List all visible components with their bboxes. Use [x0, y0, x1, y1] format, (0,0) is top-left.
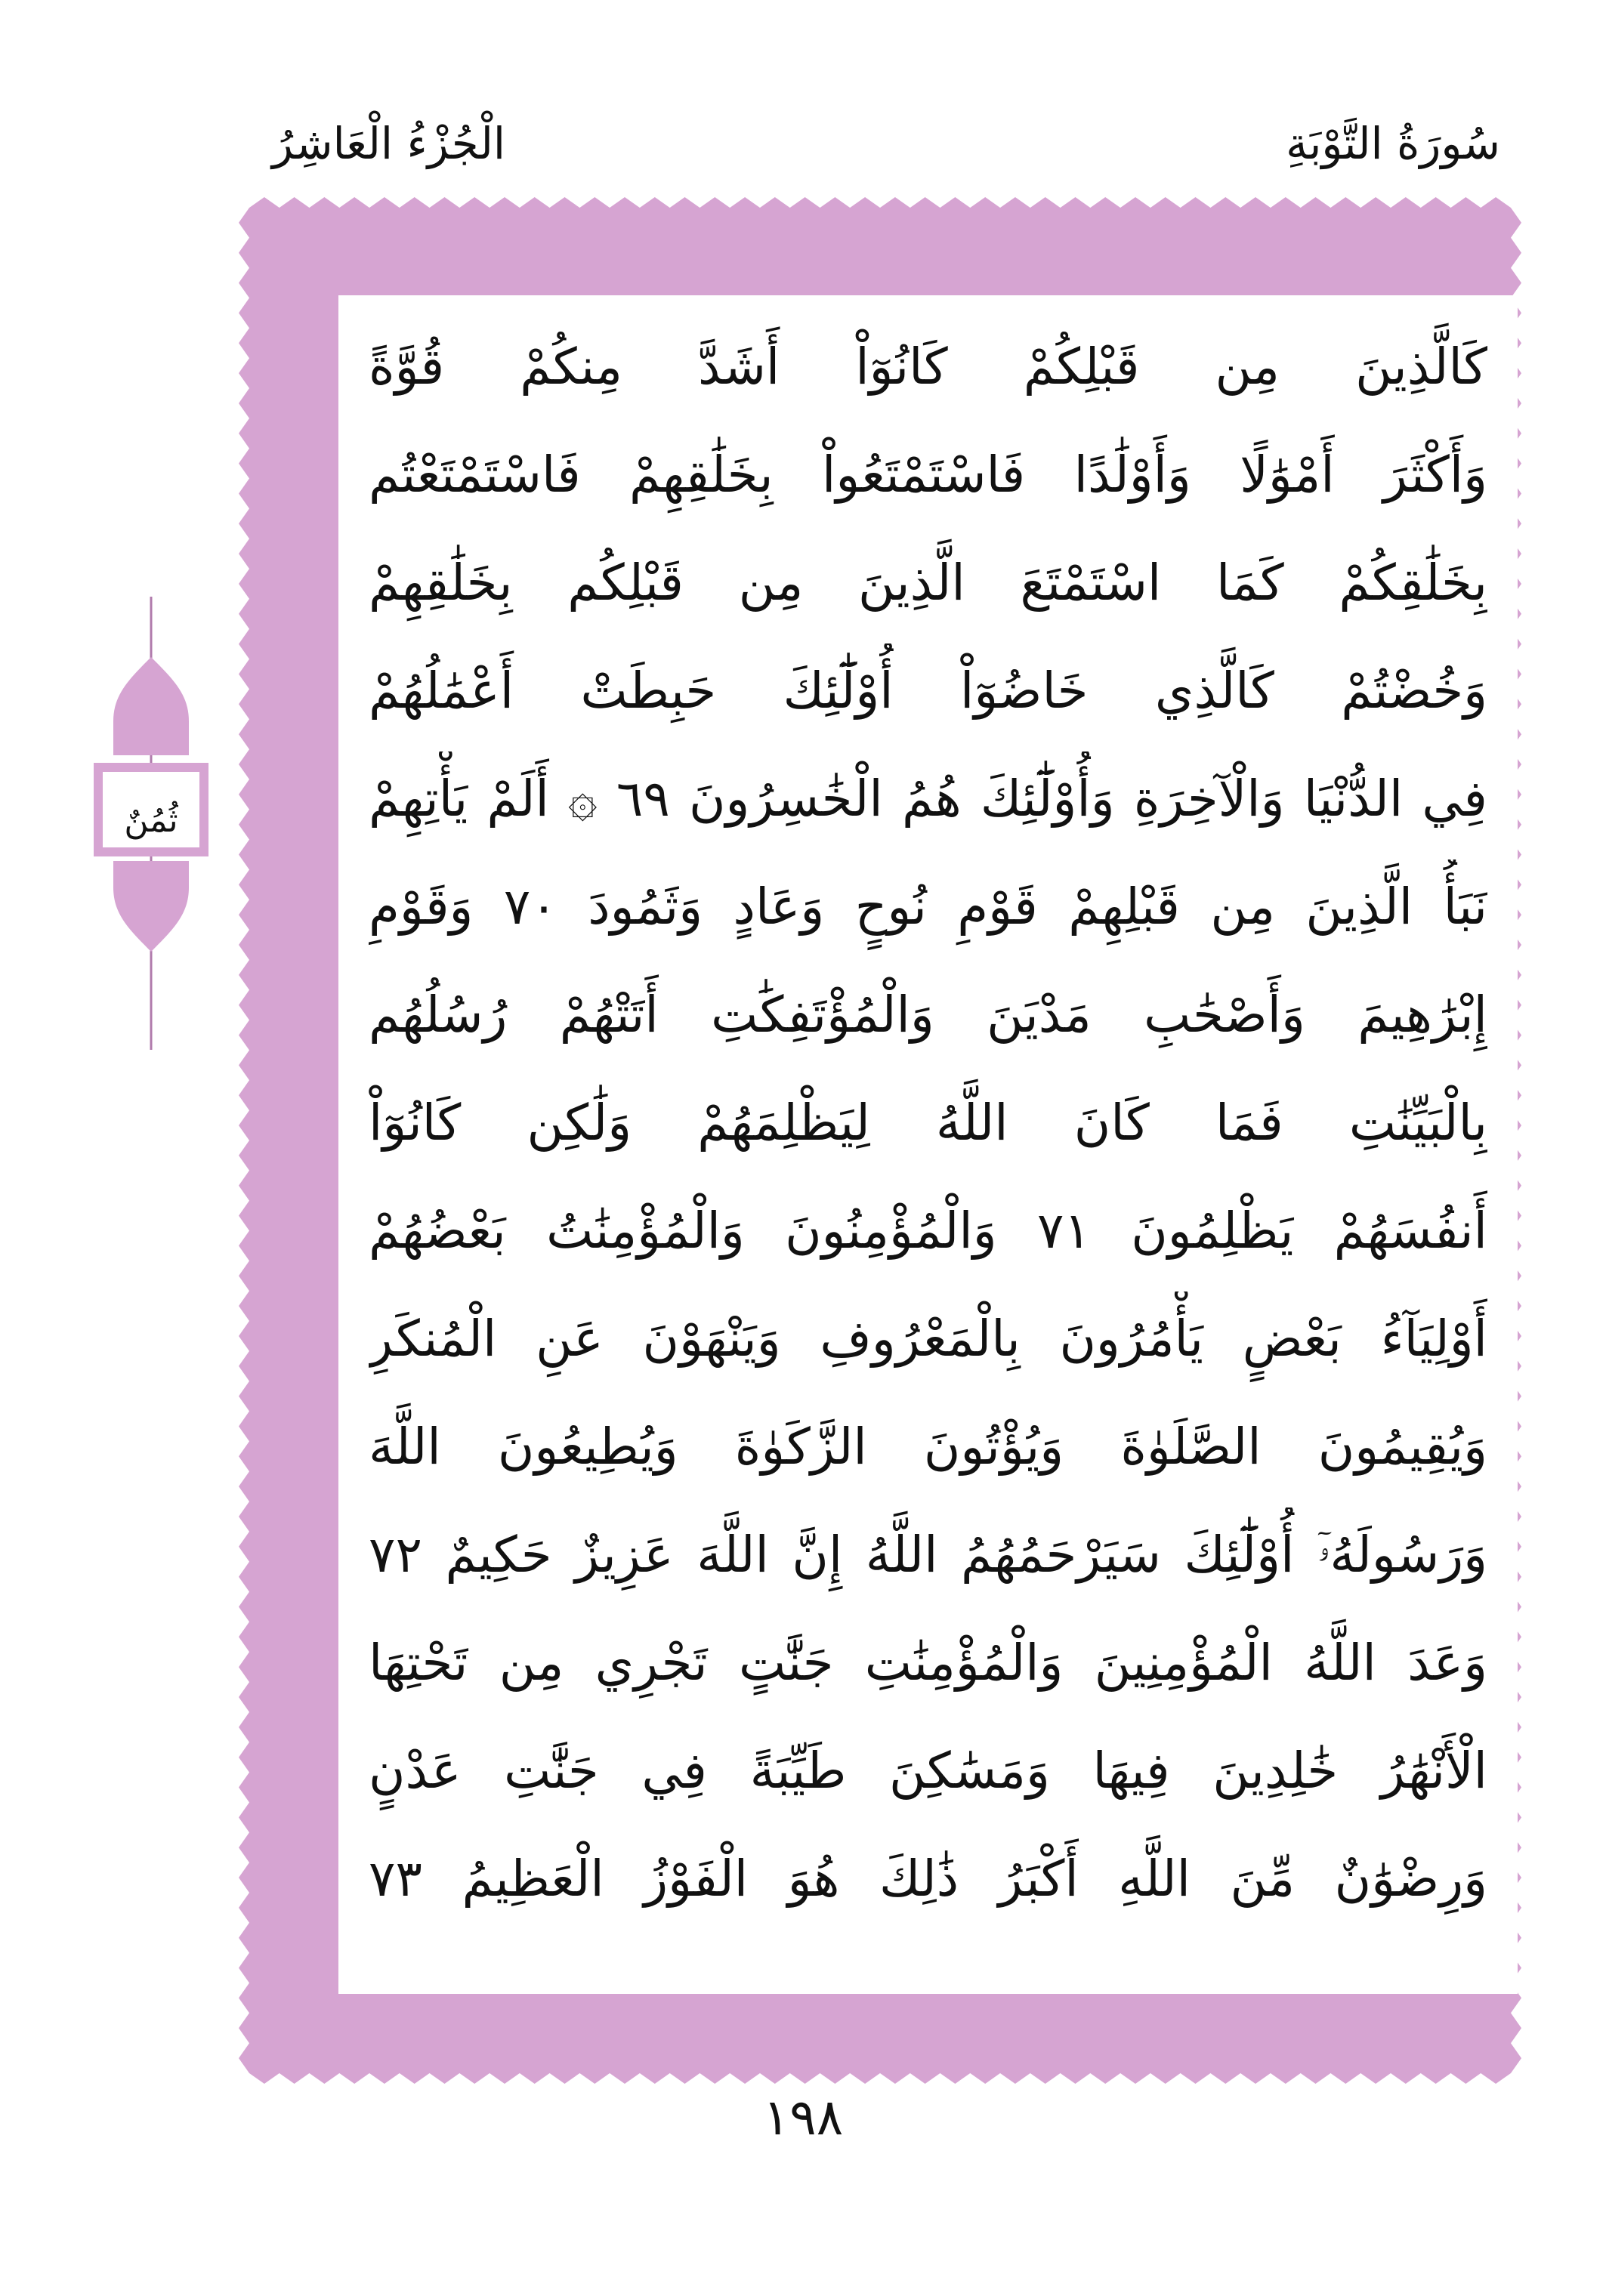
text-line-12: وَرَسُولَهُۥٓ أُوْلَٰٓئِكَ سَيَرْحَمُهُمُ اللَّهُ إِنَّ اللَّهَ عَزِيزٌ حَكِيمٌ ٧٢ — [369, 1526, 1487, 1584]
text-line-10: أَوْلِيَآءُ بَعْضٍ يَأْمُرُونَ بِالْمَعْرُوفِ وَيَنْهَوْنَ عَنِ الْمُنكَرِ — [369, 1310, 1487, 1368]
text-line-3: بِخَلَٰقِكُمْ كَمَا اسْتَمْتَعَ الَّذِينَ مِن قَبْلِكُم بِخَلَٰقِهِمْ — [369, 554, 1487, 612]
surah-name: سُورَةُ التَّوْبَةِ — [1286, 118, 1500, 169]
text-line-8: بِالْبَيِّنَٰتِ فَمَا كَانَ اللَّهُ لِيَظْلِمَهُمْ وَلَٰكِن كَانُوٓاْ — [369, 1094, 1487, 1152]
text-line-7: إِبْرَٰهِيمَ وَأَصْحَٰبِ مَدْيَنَ وَالْمُؤْتَفِكَٰتِ أَتَتْهُمْ رُسُلُهُم — [369, 986, 1487, 1044]
juz-name: الْجُزْءُ الْعَاشِرُ — [272, 118, 505, 169]
quran-text-panel — [338, 295, 1518, 1994]
text-line-14: الْأَنْهَٰرُ خَٰلِدِينَ فِيهَا وَمَسَٰكِنَ طَيِّبَةً فِي جَنَّٰتِ عَدْنٍ — [369, 1742, 1487, 1800]
text-line-13: وَعَدَ اللَّهُ الْمُؤْمِنِينَ وَالْمُؤْمِنَٰتِ جَنَّٰتٍ تَجْرِي مِن تَحْتِهَا — [369, 1634, 1487, 1692]
text-line-11: وَيُقِيمُونَ الصَّلَوٰةَ وَيُؤْتُونَ الزَّكَوٰةَ وَيُطِيعُونَ اللَّهَ — [369, 1418, 1487, 1476]
text-line-4: وَخُضْتُمْ كَالَّذِي خَاضُوٓاْ أُوْلَٰٓئِكَ حَبِطَتْ أَعْمَٰلُهُمْ — [369, 662, 1487, 720]
thumn-marker-label: ثُمُنٌ — [124, 801, 178, 840]
page-number: ١٩٨ — [762, 2088, 844, 2146]
text-line-2: وَأَكْثَرَ أَمْوَٰلًا وَأَوْلَٰدًا فَاسْتَمْتَعُواْ بِخَلَٰقِهِمْ فَاسْتَمْتَعْتُم — [369, 446, 1487, 504]
text-line-1: كَالَّذِينَ مِن قَبْلِكُمْ كَانُوٓاْ أَشَدَّ مِنكُمْ قُوَّةً — [369, 338, 1487, 396]
text-line-6: نَبَأُ الَّذِينَ مِن قَبْلِهِمْ قَوْمِ نُوحٍ وَعَادٍ وَثَمُودَ ٧٠ وَقَوْمِ — [369, 878, 1487, 936]
text-line-9: أَنفُسَهُمْ يَظْلِمُونَ ٧١ وَالْمُؤْمِنُونَ وَالْمُؤْمِنَٰتُ بَعْضُهُمْ — [369, 1202, 1487, 1260]
text-line-15: وَرِضْوَٰنٌ مِّنَ اللَّهِ أَكْبَرُ ذَٰلِكَ هُوَ الْفَوْزُ الْعَظِيمُ ٧٣ — [369, 1850, 1487, 1908]
text-line-5: فِي الدُّنْيَا وَالْآخِرَةِ وَأُوْلَٰٓئِكَ هُمُ الْخَٰسِرُونَ ٦٩ ۞ أَلَمْ يَأْتِهِمْ — [369, 770, 1487, 828]
